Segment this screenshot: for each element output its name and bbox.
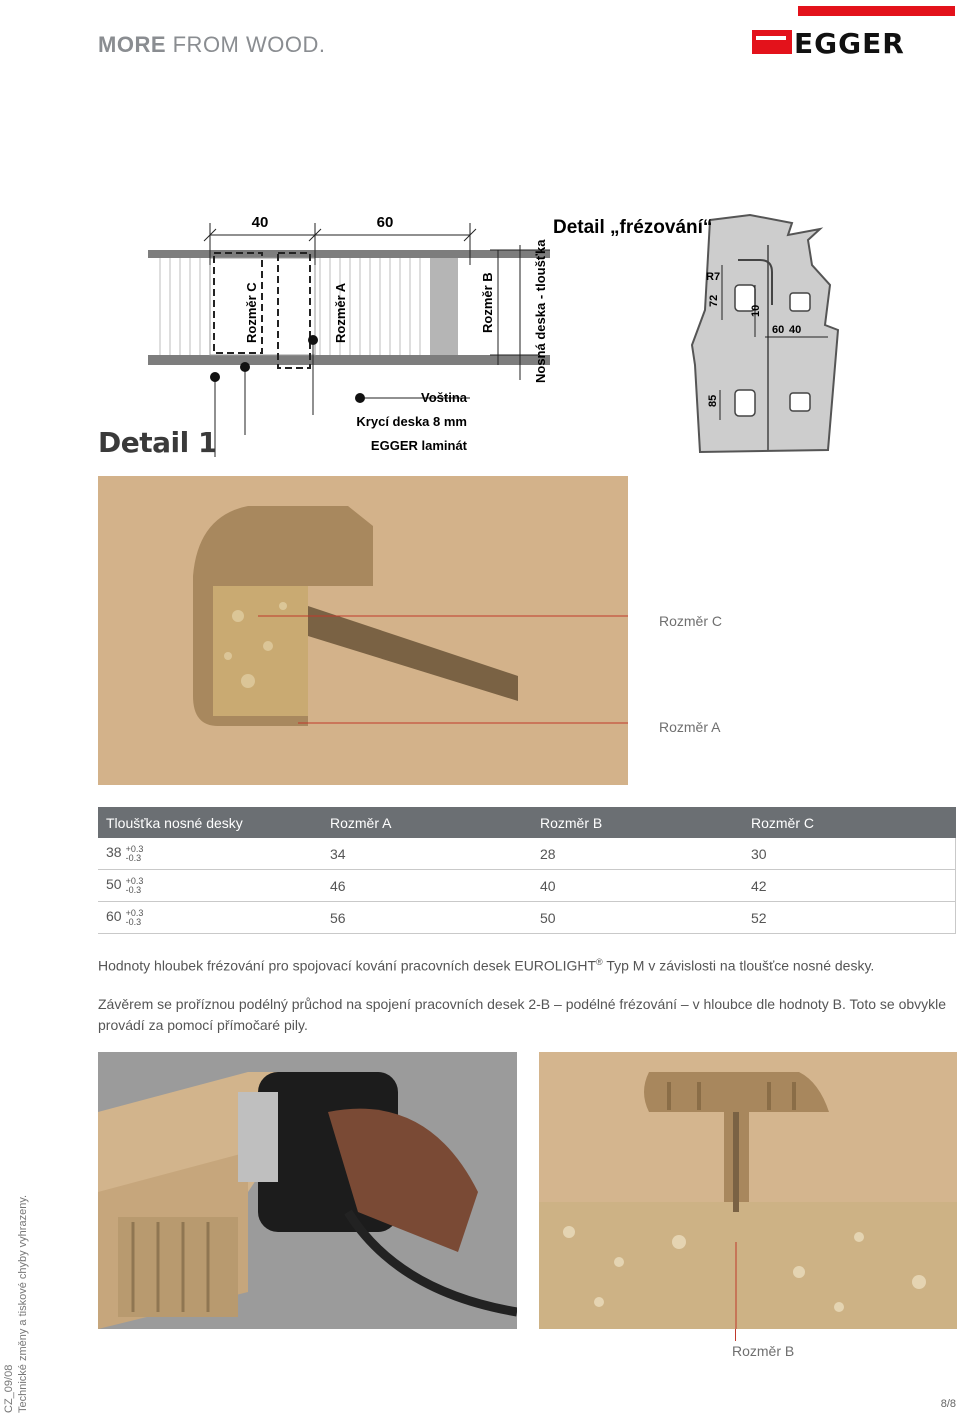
cell-a: 56 bbox=[322, 902, 532, 934]
dim-60: 60 bbox=[376, 214, 394, 231]
cell-b: 50 bbox=[532, 902, 743, 934]
egger-logo bbox=[752, 6, 957, 54]
dim-85: 85 bbox=[707, 394, 719, 407]
label-rozmer-b-vertical: Rozměr B bbox=[480, 272, 495, 333]
tagline-rest: FROM WOOD. bbox=[166, 32, 326, 57]
cell-c: 30 bbox=[743, 838, 956, 870]
cell-thickness: 38 +0.3 -0.3 bbox=[98, 838, 322, 870]
page-number: 8/8 bbox=[940, 1398, 956, 1410]
label-kryci-deska: Krycí deska 8 mm bbox=[356, 414, 467, 429]
photo1-label-rozmer-c: Rozměr C bbox=[659, 613, 723, 629]
photo-longitudinal-cut bbox=[539, 1052, 957, 1329]
table-row bbox=[98, 902, 956, 934]
paragraph-hodnoty: Hodnoty hloubek frézování pro spojovací kování pracovních desek EUROLIGHT® Typ M v závislosti na tloušťce nosné desky. bbox=[98, 957, 875, 974]
dimensions-table bbox=[98, 807, 956, 934]
dim-40: 40 bbox=[251, 214, 269, 231]
header-rozmer-a: Rozměr A bbox=[322, 807, 532, 838]
detail1-title: Detail 1 bbox=[98, 426, 217, 459]
label-rozmer-a-vertical: Rozměr A bbox=[333, 282, 348, 343]
dim-40-small: 40 bbox=[789, 324, 802, 336]
photo-longitudinal-cut-illustration bbox=[539, 1052, 957, 1329]
cell-thickness: 60 +0.3 -0.3 bbox=[98, 902, 322, 934]
table-row bbox=[98, 870, 956, 902]
side-code: CZ_09/08 bbox=[3, 1364, 15, 1413]
cell-c: 52 bbox=[743, 902, 956, 934]
brand-tagline bbox=[98, 32, 325, 58]
photo-milled-cutout-illustration bbox=[98, 476, 628, 785]
side-disclaimer: Technické změny a tiskové chyby vyhrazeny. bbox=[17, 1194, 29, 1413]
table-row bbox=[98, 838, 956, 870]
cell-a: 46 bbox=[322, 870, 532, 902]
tagline-bold: MORE bbox=[98, 32, 166, 57]
photo-milled-cutout bbox=[98, 476, 628, 785]
label-vostina: Voština bbox=[421, 390, 467, 405]
cell-b: 28 bbox=[532, 838, 743, 870]
tolerance: +0.3 -0.3 bbox=[125, 843, 144, 863]
rozmer-b-pointer bbox=[735, 1329, 736, 1341]
header-rozmer-c: Rozměr C bbox=[743, 807, 956, 838]
cell-thickness: 50 +0.3 -0.3 bbox=[98, 870, 322, 902]
dim-r7: R7 bbox=[706, 271, 721, 283]
label-egger-laminat: EGGER laminát bbox=[370, 438, 467, 453]
cell-c: 42 bbox=[743, 870, 956, 902]
photo-jigsaw bbox=[98, 1052, 517, 1329]
header-rozmer-b: Rozměr B bbox=[532, 807, 743, 838]
logo-text: EGGER bbox=[794, 27, 905, 54]
tolerance: +0.3 -0.3 bbox=[125, 875, 144, 895]
dim-72: 72 bbox=[708, 294, 720, 307]
paragraph-zaverem: Závěrem se proříznou podélný průchod na spojení pracovních desek 2-B – podélné frézování – v hloubce dle hodnoty B. Toto se obvykle provádí za pomocí přímočaré pily. bbox=[98, 996, 947, 1033]
header-tloustka: Tloušťka nosné desky bbox=[98, 807, 322, 838]
detail-frezovani-diagram bbox=[550, 205, 850, 455]
dim-60-small: 60 bbox=[772, 324, 785, 336]
photo-jigsaw-illustration bbox=[98, 1052, 517, 1329]
photo3-label-rozmer-b: Rozměr B bbox=[732, 1343, 795, 1359]
cell-b: 40 bbox=[532, 870, 743, 902]
frezovani-title: Detail „frézování“ bbox=[553, 217, 713, 238]
photo1-label-rozmer-a: Rozměr A bbox=[659, 719, 721, 735]
label-rozmer-c-vertical: Rozměr C bbox=[244, 282, 259, 343]
tolerance: +0.3 -0.3 bbox=[125, 907, 144, 927]
side-note bbox=[0, 1194, 40, 1415]
dim-10: 10 bbox=[750, 304, 762, 317]
cell-a: 34 bbox=[322, 838, 532, 870]
table-header-row bbox=[98, 807, 956, 838]
label-nosna-deska: Nosná deska - tloušťka bbox=[533, 239, 548, 383]
